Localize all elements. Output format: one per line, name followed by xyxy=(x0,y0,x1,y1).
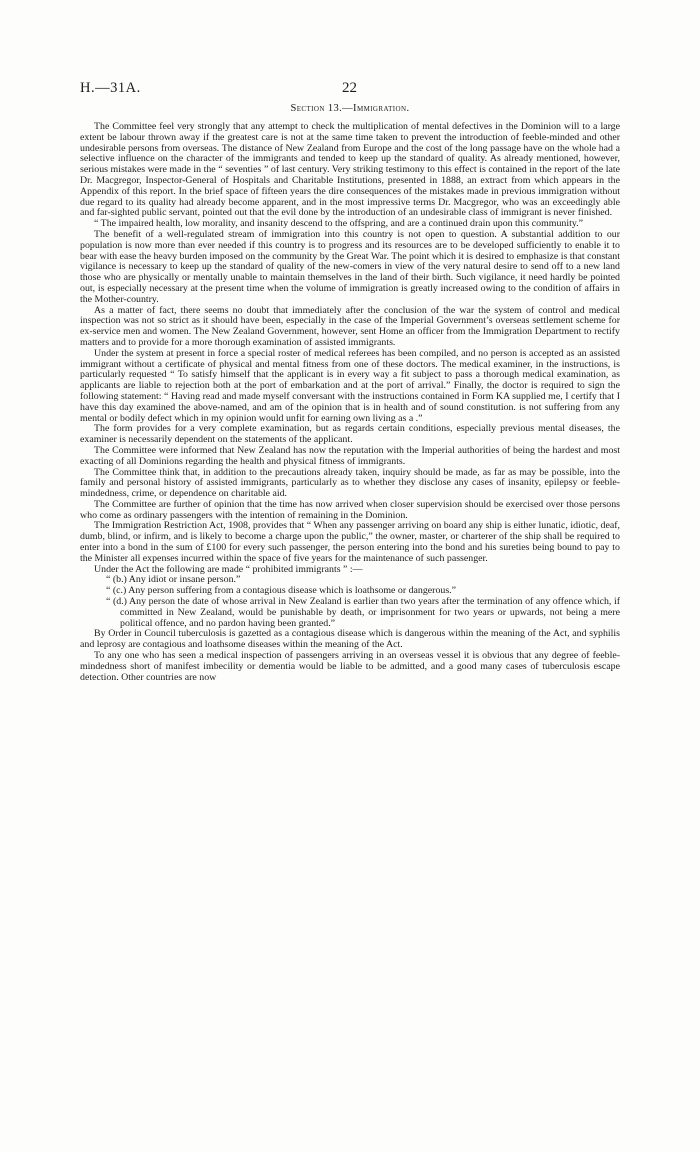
paragraph: Under the Act the following are made “ prohibited immigrants ” :— xyxy=(94,563,363,575)
paragraph: Under the system at present in force a special roster of medical referees has been compiled, and no person is accepted as an assisted immigrant without a certificate of physical and mental fitness from one of these doctors. The medical examiner, in the instructions, is particularly requested “ To satisfy himself that the applicant is in every way a fit subject to pass a thorough medical examination, as applicants are liable to rejection both at the port of embarkation and at the port of arrival.” Finally, the doctor is required to sign the following statement: “ Having read and made myself conversant with the instructions contained in Form KA supplied me, I certify that I have this day examined the above-named, and am of the opinion that is in health and of sound constitution. is not suffering from any mental or bodily defect which in my opinion would unfit for earning own living as a .” xyxy=(80,347,620,424)
paragraph: The Immigration Restriction Act, 1908, provides that “ When any passenger arriving on board any ship is either lunatic, idiotic, deaf, dumb, blind, or infirm, and is likely to become a charge upon the public,” the owner, master, or charterer of the ship shall be required to enter into a bond in the sum of £100 for every such passenger, the person entering into the bond and his sureties being bound to pay to the Minister all expenses incurred within the space of five years for the maintenance of such passenger. xyxy=(80,520,620,564)
paragraph: By Order in Council tuberculosis is gazetted as a contagious disease which is dangerous within the meaning of the Act, and syphilis and leprosy are contagious and loathsome diseases within the meaning of the Act. xyxy=(80,628,620,651)
list-item: “ (d.) Any person the date of whose arrival in New Zealand is earlier than two years after the termination of any offence which, if committed in New Zealand, would be punishable by death, or imprisonment for two years or upwards, not being a mere political offence, and no pardon having been granted.” xyxy=(106,596,620,629)
body-text xyxy=(80,122,620,683)
document-id: H.—31A. xyxy=(80,80,141,96)
paragraph: The Committee feel very strongly that any attempt to check the multiplication of mental defectives in the Dominion will to a large extent be labour thrown away if the greatest care is not at the same time taken to prevent the introduction of feeble-minded and other undesirable persons from overseas. The distance of New Zealand from Europe and the cost of the long passage have on the whole had a selective influence on the character of the immigrants and tended to keep up the standard of quality. As already mentioned, however, serious mistakes were made in the “ seventies ” of last century. Very striking testimony to this effect is contained in the report of the late Dr. Macgregor, Inspector-General of Hospitals and Charitable Institutions, presented in 1888, an extract from which appears in the Appendix of this report. In the brief space of fifteen years the dire consequences of the mistakes made in previous immigration without due regard to its quality had already become apparent, and in the most impressive terms Dr. Macgregor, who was an exceedingly able and far-sighted public servant, pointed out that the evil done by the introduction of an undesirable class of immigrant is never finished. xyxy=(80,121,620,219)
list-item: “ (b.) Any idiot or insane person.” xyxy=(106,574,241,586)
paragraph: To any one who has seen a medical inspection of passengers arriving in an overseas vessel it is obvious that any degree of feeble-mindedness short of manifest imbecility or dementia would be liable to be admitted, and a good many cases of tuberculosis escape detection. Other countries are now xyxy=(80,650,620,683)
quote-paragraph: “ The impaired health, low morality, and insanity descend to the offspring, and are a continued drain upon this community.” xyxy=(94,218,583,230)
paragraph: The Committee are further of opinion that the time has now arrived when closer supervision should be exercised over those persons who come as ordinary passengers with the intention of remaining in the Dominion. xyxy=(80,498,620,521)
section-title: Section 13.—Immigration. xyxy=(290,103,410,114)
paragraph: The benefit of a well-regulated stream of immigration into this country is not open to question. A substantial addition to our population is now more than ever needed if this country is to progress and its resources are to be developed sufficiently to enable it to bear with ease the heavy burden imposed on the community by the Great War. The point which it is desired to emphasize is that constant vigilance is necessary to keep up the standard of quality of the new-comers in view of the very natural desire to send off to a new land those who are physically or mentally unable to maintain themselves in the land of their birth. Such vigilance, it need hardly be pointed out, is especially necessary at the present time when the volume of immigration is greatly increased owing to the condition of affairs in the Mother-country. xyxy=(80,228,620,305)
page-header xyxy=(80,80,620,100)
paragraph: The Committee were informed that New Zealand has now the reputation with the Imperial authorities of being the hardest and most exacting of all Dominions regarding the health and physical fitness of immigrants. xyxy=(80,444,620,467)
paragraph: As a matter of fact, there seems no doubt that immediately after the conclusion of the war the system of control and medical inspection was not so strict as it should have been, especially in the case of the Imperial Government’s overseas settlement scheme for ex-service men and women. The New Zealand Government, however, sent Home an officer from the Immigration Department to rectify matters and to provide for a more thorough examination of assisted immigrants. xyxy=(80,304,620,348)
paragraph: The Committee think that, in addition to the precautions already taken, inquiry should be made, as far as may be possible, into the family and personal history of assisted immigrants, particularly as to whether they disclose any cases of insanity, epilepsy or feeble-mindedness, crime, or dependence on charitable aid. xyxy=(80,466,620,500)
paragraph: The form provides for a very complete examination, but as regards certain conditions, especially previous mental diseases, the examiner is necessarily dependent on the statements of the applicant. xyxy=(80,423,620,446)
page-number: 22 xyxy=(342,80,357,96)
list-item: “ (c.) Any person suffering from a contagious disease which is loathsome or dangerous.” xyxy=(106,585,457,597)
